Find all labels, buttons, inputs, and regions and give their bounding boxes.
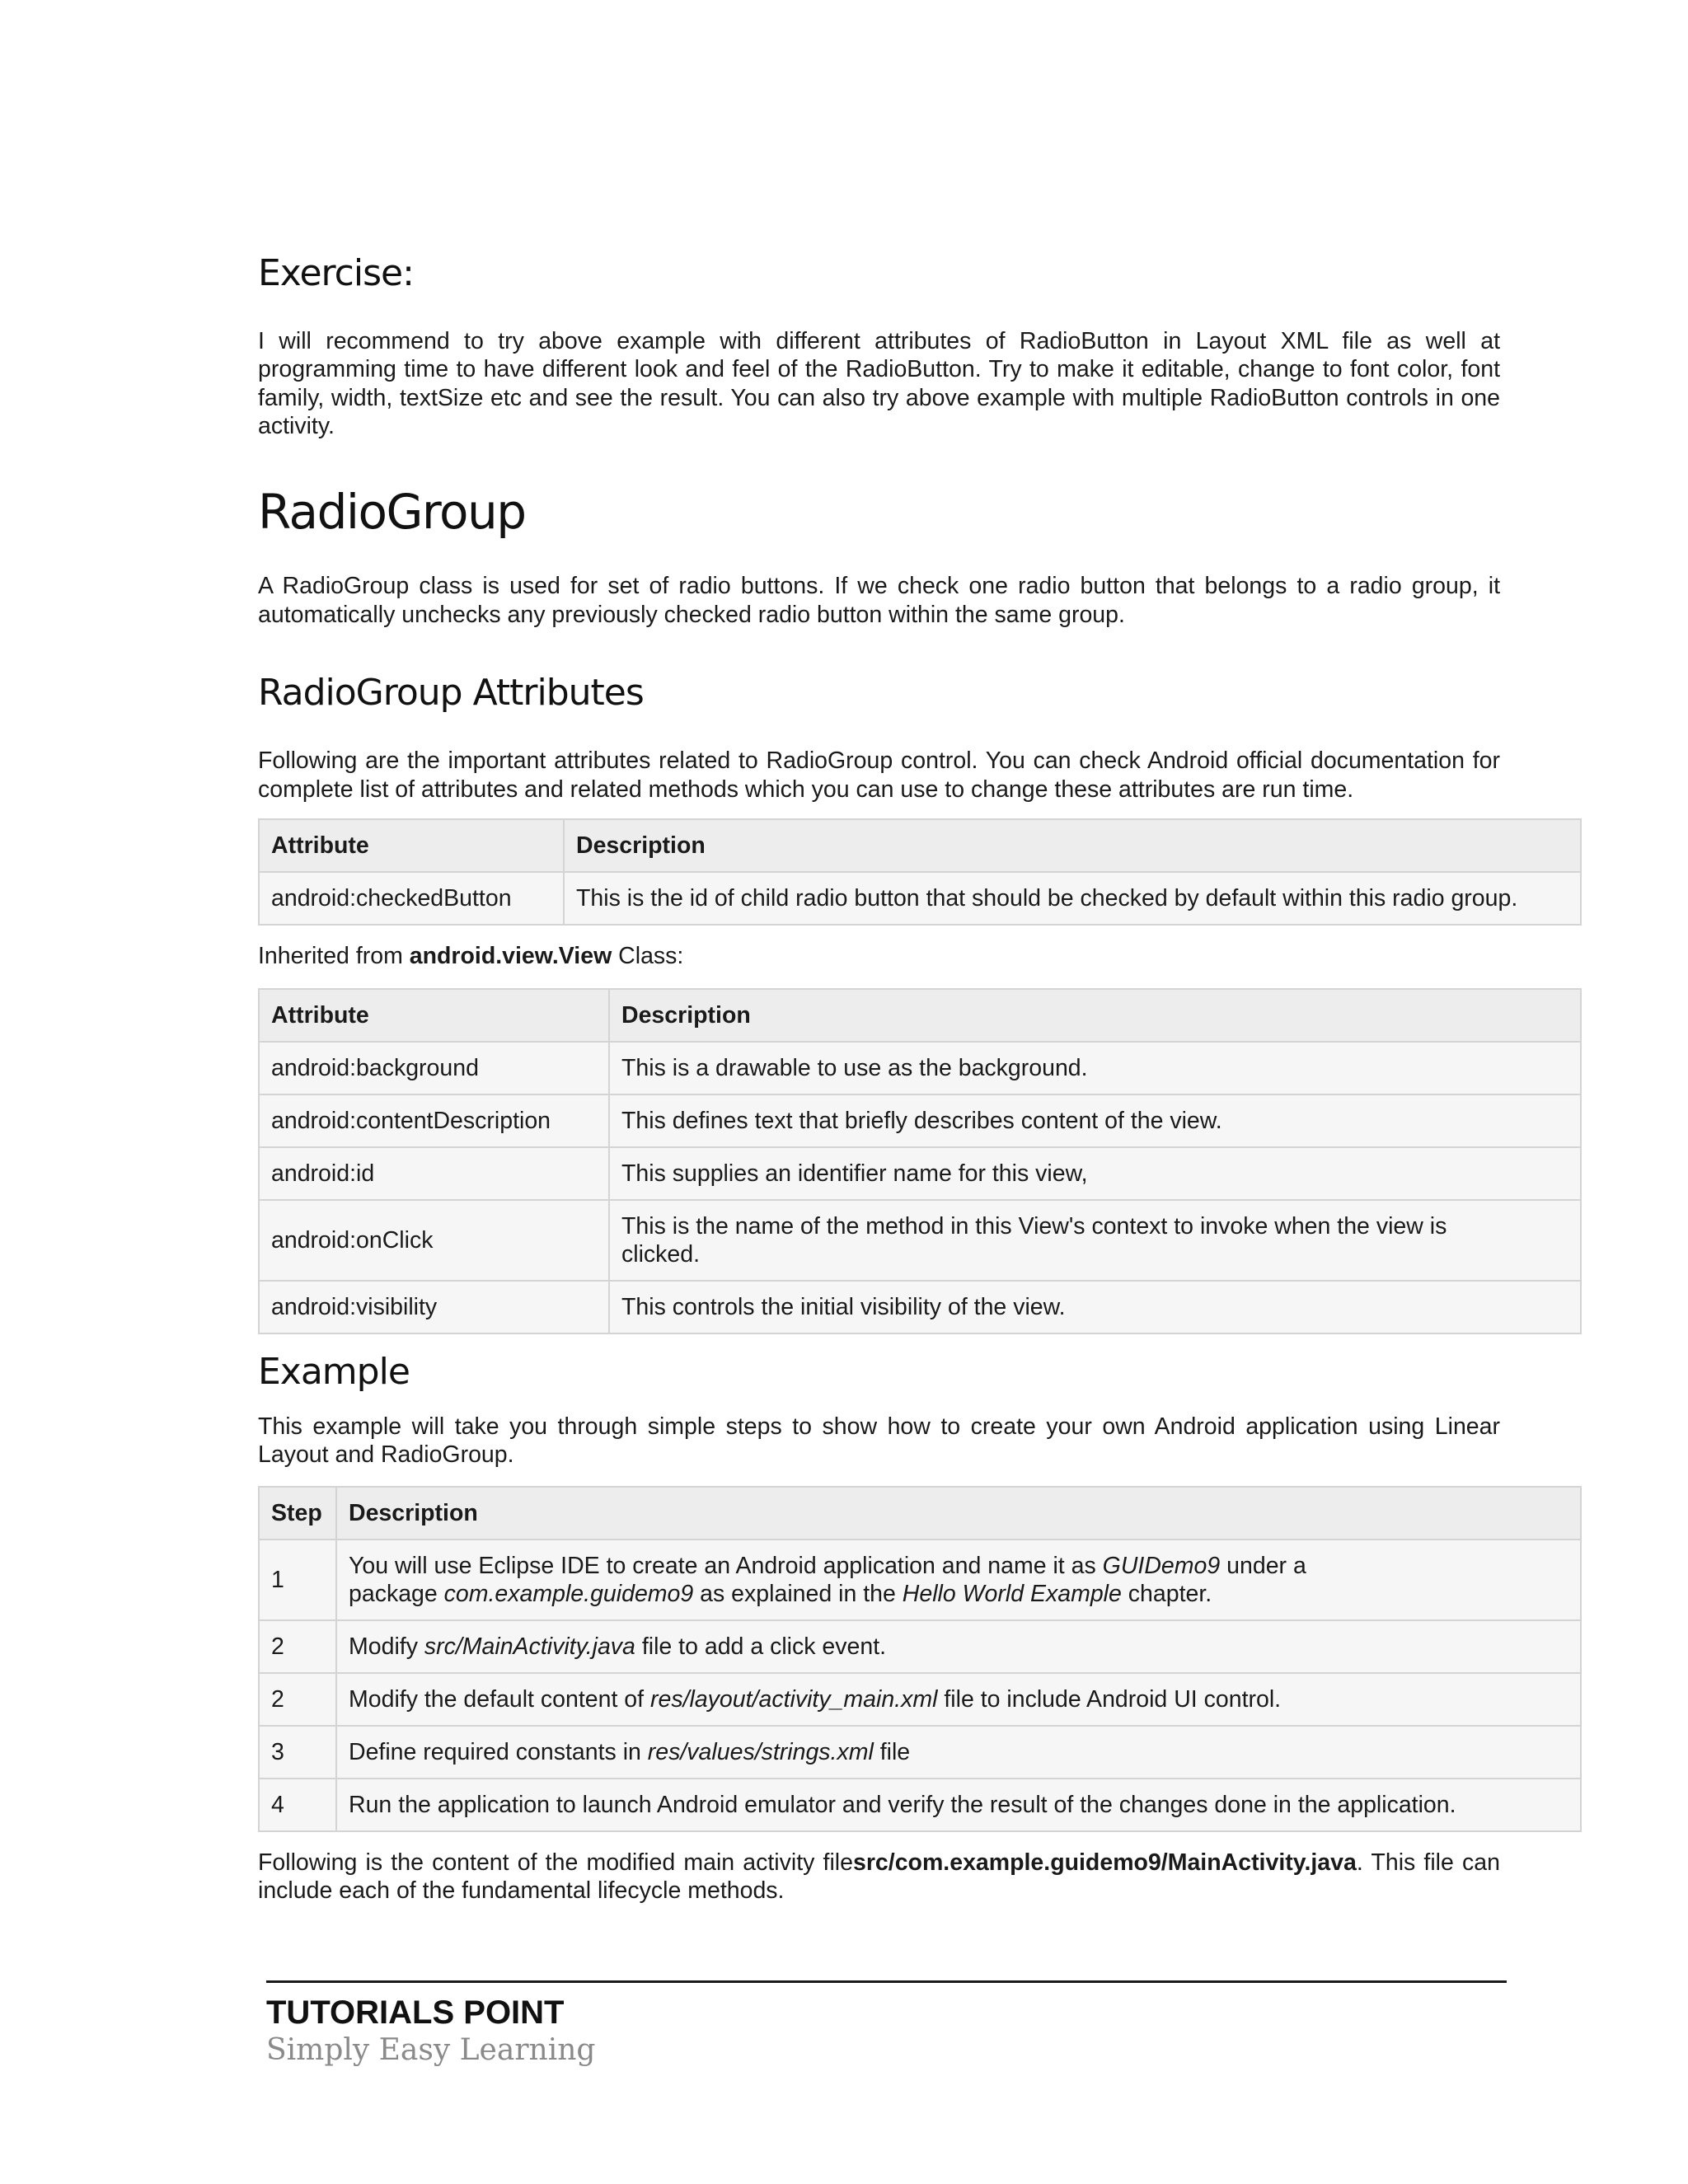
page-footer <box>266 1980 1507 2067</box>
step-description-cell <box>336 1620 1581 1673</box>
table-row <box>259 1540 1581 1620</box>
following-file-name: src/com.example.guidemo9/MainActivity.java <box>852 1849 1357 1876</box>
column-header-description: Description <box>336 1487 1581 1540</box>
step-text: file to include Android UI control. <box>937 1685 1282 1713</box>
document-page <box>258 239 1582 1922</box>
table-row <box>259 872 1581 925</box>
table-row <box>259 1042 1581 1094</box>
footer-brand: TUTORIALS POINT <box>266 1994 565 2031</box>
table-row <box>259 1281 1581 1333</box>
radiogroup-heading: RadioGroup <box>258 483 526 540</box>
column-header-description: Description <box>564 819 1581 872</box>
following-paragraph <box>258 1849 1500 1905</box>
step-italic: src/MainActivity.java <box>424 1633 635 1660</box>
attribute-cell: android:onClick <box>259 1200 609 1281</box>
table-row <box>259 1673 1581 1726</box>
exercise-paragraph: I will recommend to try above example with different attributes of RadioButton in Layout XML file as well at programming time to have different look and feel of the RadioButton. Try to make it editable, change to font color, font family, width, textSize etc and see the result. You can also try above example with multiple RadioButton controls in one activity. <box>258 327 1500 440</box>
description-cell: This is a drawable to use as the background. <box>609 1042 1581 1094</box>
step-text: as explained in the <box>693 1580 903 1607</box>
description-cell: This is the id of child radio button that should be checked by default within this radio group. <box>564 872 1581 925</box>
following-prefix: Following is the content of the modified main activity file <box>258 1849 853 1876</box>
table-row <box>259 1726 1581 1779</box>
step-text: under a package <box>349 1552 1306 1607</box>
step-italic: Hello World Example <box>902 1580 1122 1607</box>
step-number-cell: 4 <box>259 1779 336 1831</box>
following-suffix: . This file can include each of the fundamental lifecycle methods. <box>258 1849 1500 1905</box>
step-italic: res/values/strings.xml <box>647 1738 874 1765</box>
attribute-cell: android:contentDescription <box>259 1094 609 1147</box>
table-row <box>259 1147 1581 1200</box>
attribute-cell: android:checkedButton <box>259 872 564 925</box>
attribute-cell: android:visibility <box>259 1281 609 1333</box>
inherited-suffix: Class: <box>612 943 684 970</box>
step-text: chapter. <box>1121 1580 1212 1607</box>
step-text: Modify the default content of <box>349 1685 650 1713</box>
steps-table <box>258 1486 1582 1832</box>
step-number-cell: 3 <box>259 1726 336 1779</box>
view-attributes-table <box>258 988 1582 1334</box>
step-italic: GUIDemo9 <box>1102 1552 1221 1579</box>
table-row <box>259 1620 1581 1673</box>
step-description-cell <box>336 1673 1581 1726</box>
table-header-row <box>259 989 1581 1042</box>
table-row <box>259 1779 1581 1831</box>
step-text: You will use Eclipse IDE to create an Android application and name it as <box>349 1552 1103 1579</box>
column-header-description: Description <box>609 989 1581 1042</box>
attribute-cell: android:id <box>259 1147 609 1200</box>
attributes-paragraph: Following are the important attributes related to RadioGroup control. You can check Android official documentation for complete list of attributes and related methods which you can use to change these attributes are run time. <box>258 748 1500 803</box>
column-header-attribute: Attribute <box>259 819 564 872</box>
table-header-row <box>259 819 1581 872</box>
step-italic: res/layout/activity_main.xml <box>649 1685 938 1713</box>
radiogroup-paragraph: A RadioGroup class is used for set of radio buttons. If we check one radio button that belongs to a radio group, it automatically unchecks any previously checked radio button within the same group. <box>258 573 1500 628</box>
description-cell: This defines text that briefly describes content of the view. <box>609 1094 1581 1147</box>
inherited-class-name: android.view.View <box>409 943 612 970</box>
attribute-cell: android:background <box>259 1042 609 1094</box>
description-cell: This supplies an identifier name for this view, <box>609 1147 1581 1200</box>
attributes-heading: RadioGroup Attributes <box>258 672 644 715</box>
step-text: file to add a click event. <box>635 1633 887 1660</box>
description-cell: This controls the initial visibility of the view. <box>609 1281 1581 1333</box>
step-text: Define required constants in <box>349 1738 648 1765</box>
step-number-cell: 2 <box>259 1620 336 1673</box>
example-paragraph: This example will take you through simple steps to show how to create your own Android application using Linear Layout and RadioGroup. <box>258 1413 1500 1469</box>
inherited-from-line <box>258 942 1582 970</box>
table-header-row <box>259 1487 1581 1540</box>
footer-tagline: Simply Easy Learning <box>266 2033 596 2067</box>
inherited-prefix: Inherited from <box>258 943 410 970</box>
step-description-cell <box>336 1779 1581 1831</box>
description-cell: This is the name of the method in this View's context to invoke when the view is clicked. <box>609 1200 1581 1281</box>
column-header-attribute: Attribute <box>259 989 609 1042</box>
column-header-step: Step <box>259 1487 336 1540</box>
step-description-cell <box>336 1540 1581 1620</box>
exercise-heading: Exercise: <box>258 252 414 294</box>
step-description-cell <box>336 1726 1581 1779</box>
step-text: Run the application to launch Android emulator and verify the result of the changes done in the application. <box>349 1791 1456 1818</box>
step-italic: com.example.guidemo9 <box>443 1580 694 1607</box>
step-text: Modify <box>349 1633 424 1660</box>
step-text: file <box>873 1738 911 1765</box>
radiogroup-attributes-table <box>258 818 1582 926</box>
table-row <box>259 1200 1581 1281</box>
step-number-cell: 1 <box>259 1540 336 1620</box>
footer-divider <box>266 1980 1507 1983</box>
table-row <box>259 1094 1581 1147</box>
step-number-cell: 2 <box>259 1673 336 1726</box>
example-heading: Example <box>258 1351 410 1394</box>
